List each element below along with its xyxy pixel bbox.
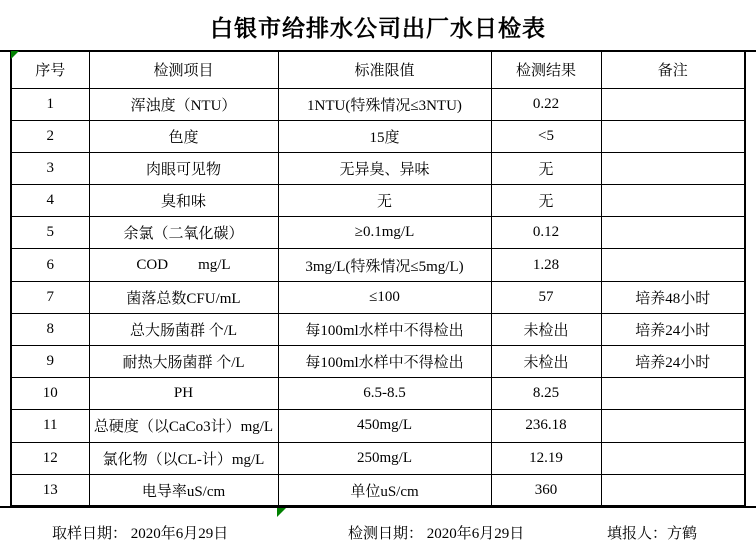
result-cell: 1.28 (491, 249, 601, 281)
item-cell: 菌落总数CFU/mL (89, 281, 278, 313)
result-cell: 0.22 (491, 88, 601, 120)
row-number-cell: 4 (11, 185, 89, 217)
remark-cell (601, 120, 745, 152)
remark-cell: 培养24小时 (601, 346, 745, 378)
footer (0, 522, 756, 546)
item-cell: 氯化物（以CL-计）mg/L (89, 442, 278, 474)
item-cell: 肉眼可见物 (89, 152, 278, 184)
row-number-cell: 1 (11, 88, 89, 120)
result-cell: 未检出 (491, 313, 601, 345)
remark-cell (601, 474, 745, 506)
excel-corner-marker-icon (277, 508, 286, 517)
limit-cell: 250mg/L (278, 442, 491, 474)
item-cell: COD mg/L (89, 249, 278, 281)
limit-cell: 每100ml水样中不得检出 (278, 313, 491, 345)
table-row (11, 120, 745, 152)
testing-date-value: 2020年6月29日 (426, 526, 525, 542)
testing-date (348, 522, 524, 543)
item-cell: 色度 (89, 120, 278, 152)
limit-cell: 3mg/L(特殊情况≤5mg/L) (278, 249, 491, 281)
item-cell: 总大肠菌群 个/L (89, 313, 278, 345)
table-row (11, 474, 745, 506)
table-row (11, 410, 745, 442)
result-cell: 无 (491, 152, 601, 184)
limit-cell: 单位uS/cm (278, 474, 491, 506)
table-row (11, 152, 745, 184)
limit-cell: ≤100 (278, 281, 491, 313)
table-header-row (11, 51, 745, 88)
inspection-table (10, 50, 746, 507)
row-number-cell: 8 (11, 313, 89, 345)
testing-date-label: 检测日期： (348, 526, 424, 542)
result-cell: 0.12 (491, 217, 601, 249)
header-remark: 备注 (601, 51, 745, 88)
item-cell: 余氯（二氧化碳） (89, 217, 278, 249)
limit-cell: ≥0.1mg/L (278, 217, 491, 249)
header-limit: 标准限值 (278, 51, 491, 88)
header-index: 序号 (11, 51, 89, 88)
row-number-cell: 7 (11, 281, 89, 313)
row-number-cell: 5 (11, 217, 89, 249)
row-number-cell: 13 (11, 474, 89, 506)
result-cell: 236.18 (491, 410, 601, 442)
item-cell: 电导率uS/cm (89, 474, 278, 506)
limit-cell: 6.5-8.5 (278, 378, 491, 410)
table-row (11, 185, 745, 217)
row-number-cell: 10 (11, 378, 89, 410)
header-item: 检测项目 (89, 51, 278, 88)
item-cell: 总硬度（以CaCo3计）mg/L (89, 410, 278, 442)
remark-cell (601, 378, 745, 410)
row-number-cell: 12 (11, 442, 89, 474)
remark-cell (601, 217, 745, 249)
table-row (11, 346, 745, 378)
remark-cell (601, 442, 745, 474)
remark-cell (601, 410, 745, 442)
item-cell: 浑浊度（NTU） (89, 88, 278, 120)
result-cell: 360 (491, 474, 601, 506)
table-row (11, 249, 745, 281)
limit-cell: 无 (278, 185, 491, 217)
table-row (11, 281, 745, 313)
limit-cell: 每100ml水样中不得检出 (278, 346, 491, 378)
remark-cell (601, 88, 745, 120)
sampling-date-label: 取样日期： (52, 526, 128, 542)
row-number-cell: 11 (11, 410, 89, 442)
result-cell: 未检出 (491, 346, 601, 378)
item-cell: PH (89, 378, 278, 410)
remark-cell: 培养24小时 (601, 313, 745, 345)
result-cell: 57 (491, 281, 601, 313)
table-row (11, 88, 745, 120)
header-result: 检测结果 (491, 51, 601, 88)
row-number-cell: 6 (11, 249, 89, 281)
item-cell: 耐热大肠菌群 个/L (89, 346, 278, 378)
reporter-name: 方鹤 (667, 526, 698, 542)
remark-cell (601, 185, 745, 217)
reporter-label: 填报人： (607, 526, 668, 542)
result-cell: 无 (491, 185, 601, 217)
row-number-cell: 9 (11, 346, 89, 378)
table-row (11, 378, 745, 410)
limit-cell: 15度 (278, 120, 491, 152)
sampling-date (52, 522, 228, 543)
limit-cell: 1NTU(特殊情况≤3NTU) (278, 88, 491, 120)
table-row (11, 217, 745, 249)
item-cell: 臭和味 (89, 185, 278, 217)
table-row (11, 442, 745, 474)
result-cell: 8.25 (491, 378, 601, 410)
remark-cell (601, 249, 745, 281)
page-title: 白银市给排水公司出厂水日检表 (210, 16, 546, 41)
result-cell: <5 (491, 120, 601, 152)
row-number-cell: 3 (11, 152, 89, 184)
table-row (11, 313, 745, 345)
row-number-cell: 2 (11, 120, 89, 152)
remark-cell: 培养48小时 (601, 281, 745, 313)
sampling-date-value: 2020年6月29日 (130, 526, 229, 542)
limit-cell: 450mg/L (278, 410, 491, 442)
remark-cell (601, 152, 745, 184)
limit-cell: 无异臭、异味 (278, 152, 491, 184)
result-cell: 12.19 (491, 442, 601, 474)
reporter (607, 522, 697, 543)
